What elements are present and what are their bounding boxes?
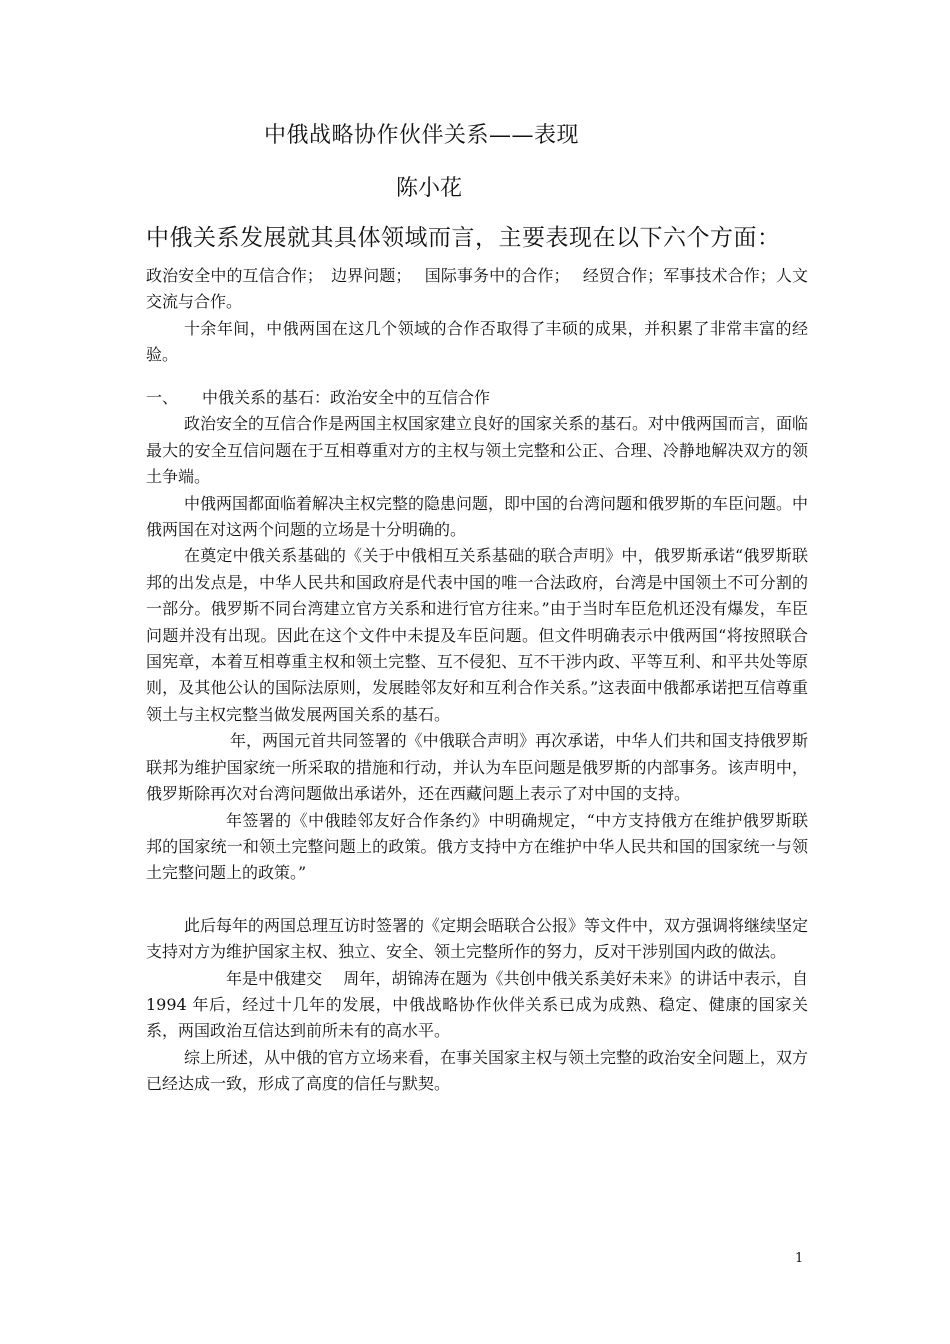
intro-block — [146, 263, 808, 369]
section-number: 一、 — [146, 388, 179, 407]
intro-summary: 十余年间，中俄两国在这几个领域的合作否取得了丰硕的成果，并积累了非常丰富的经验。 — [146, 318, 808, 365]
section-title: 中俄关系的基石：政治安全中的互信合作 — [202, 388, 491, 407]
section-1 — [146, 385, 808, 1098]
paragraph: 年，两国元首共同签署的《中俄联合声明》再次承诺，中华人们共和国支持俄罗斯联邦为维护国家统一所采取的措施和行动，并认为车臣问题是俄罗斯的内部事务。该声明中，俄罗斯除再次对台湾问题做出承诺外，还在西藏问题上表示了对中国的支持。 — [146, 731, 808, 804]
document-subheading: 中俄关系发展就其具体领域而言，主要表现在以下六个方面： — [146, 225, 781, 251]
section-heading — [146, 385, 808, 411]
intro-areas: 政治安全中的互信合作； 边界问题； 国际事务中的合作； 经贸合作；军事技术合作；人文交流与合作。 — [146, 266, 808, 312]
paragraph: 年签署的《中俄睦邻友好合作条约》中明确规定，“中方支持俄方在维护俄罗斯联邦的国家统一和领土完整问题上的政策。俄方支持中方在维护中华人民共和国的国家统一与领土完整问题上的政策。” — [146, 810, 808, 883]
paragraph: 在奠定中俄关系基础的《关于中俄相互关系基础的联合声明》中，俄罗斯承诺“俄罗斯联邦的出发点是，中华人民共和国政府是代表中国的唯一合法政府，台湾是中国领土不可分割的一部分。俄罗斯不同台湾建立官方关系和进行官方往来。”由于当时车臣危机还没有爆发，车臣问题并没有出现。因此在这个文件中未提及车臣问题。但文件明确表示中俄两国“将按照联合国宪章，本着互相尊重主权和领土完整、互不侵犯、互不干涉内政、平等互利、和平共处等原则，及其他公认的国际法原则，发展睦邻友好和互利合作关系。”这表面中俄都承诺把互信尊重领土与主权完整当做发展两国关系的基石。 — [146, 546, 808, 724]
paragraph: 中俄两国都面临着解决主权完整的隐患问题，即中国的台湾问题和俄罗斯的车臣问题。中俄两国在对这两个问题的立场是十分明确的。 — [146, 493, 809, 540]
paragraph: 年是中俄建交 周年，胡锦涛在题为《共创中俄关系美好未来》的讲话中表示，自 1994 年后，经过十几年的发展，中俄战略协作伙伴关系已成为成熟、稳定、健康的国家关系，两国政治互信达到前所未有的高水平。 — [146, 968, 808, 1041]
paragraph: 综上所述，从中俄的官方立场来看，在事关国家主权与领土完整的政治安全问题上，双方已经达成一致，形成了高度的信任与默契。 — [146, 1047, 809, 1094]
author-name: 陈小花 — [396, 176, 463, 201]
page-number: 1 — [795, 1251, 804, 1266]
document-title: 中俄战略协作伙伴关系——表现 — [264, 123, 580, 148]
paragraph: 此后每年的两国总理互访时签署的《定期会晤联合公报》等文件中，双方强调将继续坚定支持对方为维护国家主权、独立、安全、领土完整所作的努力，反对干涉别国内政的做法。 — [146, 915, 809, 962]
blank-line — [146, 887, 808, 913]
paragraph: 政治安全的互信合作是两国主权国家建立良好的国家关系的基石。对中俄两国而言，面临最大的安全互信问题在于互相尊重对方的主权与领土完整和公正、合理、冷静地解决双方的领土争端。 — [146, 414, 809, 487]
